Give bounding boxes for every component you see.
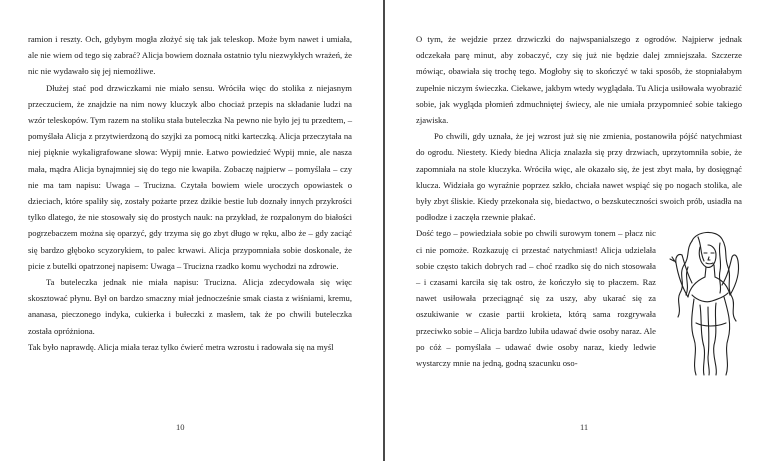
paragraph: Tak było naprawdę. Alicja miała teraz tylko ćwierć metra wzrostu i radowała się na myśl [28, 341, 334, 352]
left-page [0, 0, 383, 461]
page-number: 10 [176, 422, 185, 432]
paragraph: Ta buteleczka jednak nie miała napisu: Trucizna. Alicja zdecydowała się więc skosztować płynu. Był on bardzo smaczny miał jednocześnie smak ciasta z wiśniami, kremu, ananasa, pieczonego indyka, cukierka i bułeczki z masłem, tak że po chwili buteleczka została opróżniona. [28, 277, 352, 336]
paragraph: Dłużej stać pod drzwiczkami nie miało sensu. Wróciła więc do stolika z niejasnym przeczuciem, że znajdzie na nim nowy kluczyk albo chociaż przepis na składanie ludzi na wzór teleskopów. Tym razem na stoliku stała buteleczka Na pewno nie było jej tu przedtem, – pomyślała Alicja z przytwierdzoną do szyjki za pomocą nitki karteczką. Alicja przeczytała na niej pięknie wykaligrafowane słowa: Wypij mnie. Łatwo powiedzieć Wypij mnie, ale nasza mała, mądra Alicja bynajmniej się do tego nie kwapiła. Zobaczę najpierw – pomyślała – czy nie ma tam napisu: Uwaga – Trucizna. Czytała bowiem wiele uroczych opowiastek o dzieciach, które spaliły się, zostały pożarte przez dzikie bestie lub doznały innych przykrości tylko dlatego, że nie stosowały się do prostych nauk: na przykład, że rozpalonym do białości pogrzebaczem można się oparzyć, gdy trzyma się go zbyt długo w ręku, albo że – gdy zaciąć się bardzo głęboko scyzorykiem, to palec krwawi. Alicja przypomniała sobie doskonale, że picie z butelki opatrzonej napisem: Uwaga – Trucizna rzadko komu wychodzi na zdrowie. [28, 82, 352, 271]
alice-illustration [662, 227, 746, 379]
paragraph [416, 225, 742, 371]
paragraph: Po chwili, gdy uznała, że jej wzrost już się nie zmienia, postanowiła pójść natychmiast do ogrodu. Niestety. Kiedy biedna Alicja znalazła się przy drzwiach, uprzytomniła sobie, że zapomniała na stole kluczyka. Wróciła więc, ale okazało się, że jest zbyt mała, by dosięgnąć klucza. Widziała go wyraźnie poprzez szkło, chciała nawet wspiąć się po nogach stolika, ale były zbyt śliskie. Kiedy przekonała się, biedactwo, o bezskuteczności swoich prób, usiadła na podłodze i zaczęła rzewnie płakać. [416, 131, 742, 223]
right-page-text [416, 31, 742, 379]
right-page [385, 0, 768, 461]
paragraph-text: Dość tego – powiedziała sobie po chwili surowym tonem – płacz nic ci nie pomoże. Rozkazuję ci przestać natychmiast! Alicja udzielała sobie często takich dobrych rad – choć rzadko się do nich stosowała – i czasami karciła się tak ostro, że kończyło się to płaczem. Raz nawet usiłowała przeciągnąć się za uszy, aby ukarać się za oszukiwanie w czasie partii krokieta, którą sama rozgrywała przeciwko sobie – Alicja bardzo lubiła udawać dwie osoby naraz. Ale po cóż – pomyślała – udawać dwie osoby naraz, kiedy ledwie wystarczy mnie na jedną, godną szacunku oso- [416, 228, 656, 369]
paragraph: ramion i reszty. Och, gdybym mogła złożyć się tak jak teleskop. Może bym nawet i umiała, ale nie wiem od tego się zabrać? Alicja bowiem doznała ostatnio tylu niezwykłych wrażeń, że nic nie wydawało się jej niemożliwe. [28, 34, 352, 77]
paragraph: O tym, że wejdzie przez drzwiczki do najwspanialszego z ogrodów. Najpierw jednak odczekała parę minut, aby zobaczyć, czy się już nie będzie dalej zmniejszała. Szczerze mówiąc, obawiała się trochę tego. Mogłoby się to skończyć w taki sposób, że stopniałabym zupełnie niczym świeczka. Ciekawe, jakbym wtedy wyglądała. Tu Alicja usiłowała wyobrazić sobie, jak wygląda płomień zdmuchniętej świecy, ale nie umiała przypomnieć sobie takiego zjawiska. [416, 34, 742, 126]
page-number: 11 [580, 422, 589, 432]
left-page-text [28, 31, 352, 355]
